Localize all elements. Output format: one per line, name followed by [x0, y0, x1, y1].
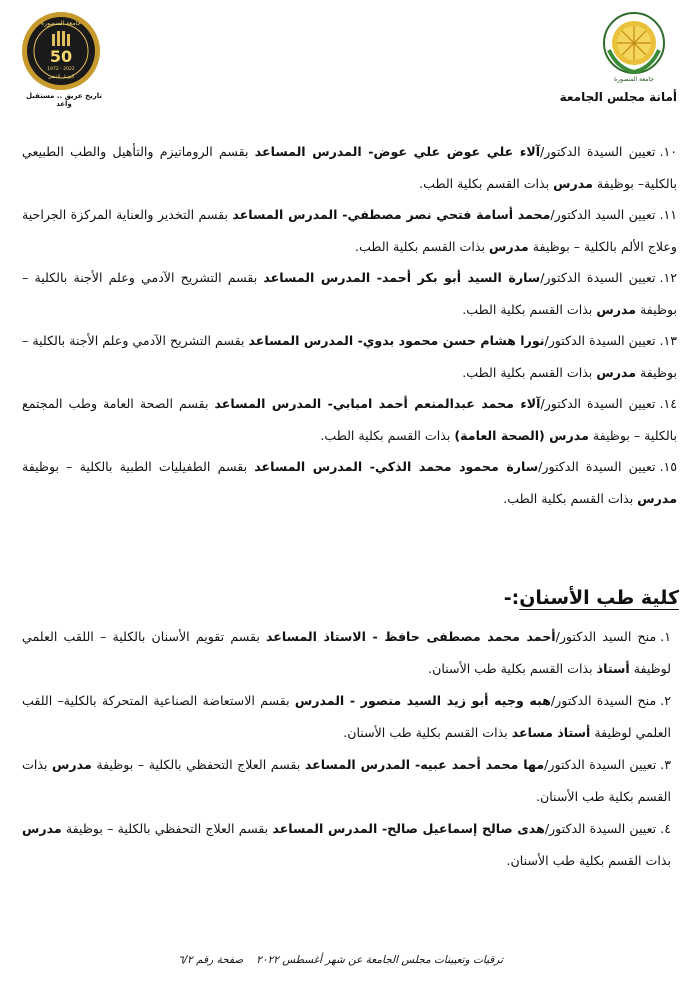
item-text-bold: - المدرس المساعد [254, 459, 375, 474]
svg-text:اليوبيل الذهبي: اليوبيل الذهبي [47, 75, 75, 80]
medicine-appointments-list [22, 136, 677, 514]
item-text-bold: هدى صالح إسماعيل صالح [387, 821, 545, 836]
item-text-bold: مدرس [22, 821, 62, 836]
item-text-bold: أحمد محمد مصطفى حافظ [384, 629, 556, 644]
jubilee-slogan: تاريخ عريق .. مستقبل واعد [25, 92, 103, 108]
item-text: بذات القسم بكلية طب الأسنان. [428, 661, 597, 676]
item-text: بقسم العلاج التحفظي بالكلية – بوظيفة [91, 757, 305, 772]
item-text-bold: - المدرس المساعد [214, 396, 333, 411]
item-text-bold: - المدرس المساعد [304, 757, 421, 772]
item-text-bold: - المدرس [294, 693, 361, 708]
item-text: بذات القسم بكلية الطب. [462, 364, 597, 380]
list-item [22, 813, 671, 877]
item-text-bold: آلاء محمد عبدالمنعم أحمد امبابي [332, 396, 541, 411]
item-number: ٢. [660, 693, 671, 708]
item-number: ١٤. [659, 396, 677, 411]
item-text: بذات القسم بكلية الطب. [355, 238, 490, 254]
item-text: بقسم التشريح الآدمي وعلم الأجنة بالكلية – بوظيفة [22, 270, 677, 317]
dentistry-appointments-list [22, 621, 671, 877]
item-text: تعيين السيدة الدكتور/ [540, 396, 656, 411]
item-text: بقسم الاستعاضة الصناعية المتحركة بالكلية– اللقب العلمي لوظيفة [22, 693, 671, 740]
svg-text:50: 50 [49, 47, 73, 66]
item-text-bold: هبه وجيه أبو زيد السيد منصور [360, 693, 551, 708]
item-number: ١١. [659, 207, 677, 222]
list-item [22, 136, 677, 199]
item-text-bold: مها محمد أحمد عبيه [420, 757, 545, 772]
item-text-bold: نورا هشام حسن محمود بدوي [362, 333, 545, 348]
item-number: ١٠. [659, 144, 677, 159]
item-text: بذات القسم بكلية طب الأسنان. [506, 853, 671, 868]
item-text: بذات القسم بكلية طب الأسنان. [343, 725, 512, 740]
item-text: بقسم التخدير والعناية المركزة الجراحية وعلاج الألم بالكلية – بوظيفة [22, 207, 677, 254]
item-number: ١. [660, 629, 672, 644]
svg-text:جامعة المنصورة: جامعة المنصورة [41, 20, 81, 27]
golden-jubilee-logo [20, 10, 102, 92]
item-number: ٣. [660, 757, 671, 772]
item-text-bold: مدرس [489, 238, 529, 254]
list-item [22, 621, 671, 685]
item-text-bold: سارة السيد أبو بكر أحمد [382, 270, 541, 285]
footer-caption: ترقيات وتعيينات مجلس الجامعة عن شهر أغسطس ٢٠٢٢ [256, 954, 503, 966]
item-text-bold: محمد أسامة فتحي نصر مصطفي [347, 207, 551, 222]
item-text-bold: - المدرس المساعد [254, 144, 374, 159]
item-text: تعيين السيد الدكتور/ [550, 207, 656, 222]
list-item [22, 388, 677, 451]
item-text-bold: مدرس [596, 364, 637, 380]
item-text: تعيين السيدة الدكتور/ [540, 270, 656, 285]
page-number: صفحة رقم ٦/٢ [178, 954, 244, 966]
item-text: بقسم الروماتيزم والتأهيل والطب الطبيعي بالكلية– بوظيفة [22, 144, 677, 191]
list-item [22, 262, 677, 325]
item-text-bold: - الاستاذ المساعد [266, 629, 385, 644]
item-text: بقسم العلاج التحفظي بالكلية – بوظيفة [61, 821, 273, 836]
university-logo [597, 10, 671, 84]
item-text-bold: - المدرس المساعد [248, 333, 363, 348]
item-text: تعيين السيدة الدكتور/ [540, 144, 656, 159]
office-title: أمانة مجلس الجامعة [559, 90, 677, 104]
item-text: بقسم تقويم الأسنان بالكلية – اللقب العلمي لوظيفة [22, 629, 671, 676]
item-text-bold: أستاذ مساعد [511, 725, 591, 740]
svg-text:جامعة المنصورة: جامعة المنصورة [614, 76, 654, 83]
item-text-bold: - المدرس المساعد [232, 207, 348, 222]
item-text: تعيين السيدة الدكتور/ [538, 459, 656, 474]
item-text: بقسم الطفيليات الطبية بالكلية – بوظيفة [22, 459, 255, 474]
svg-text:1972 - 2022: 1972 - 2022 [47, 67, 75, 72]
list-item [22, 199, 677, 262]
item-text-bold: أستاذ [596, 661, 630, 676]
item-text: منح السيدة الدكتور/ [550, 693, 657, 708]
item-number: ١٥. [659, 459, 677, 474]
item-text: بذات القسم بكلية الطب. [320, 427, 455, 443]
list-item [22, 451, 677, 514]
item-text: بذات القسم بكلية طب الأسنان. [22, 757, 671, 804]
item-text: منح السيد الدكتور/ [555, 629, 657, 644]
item-number: ٤. [660, 821, 671, 836]
dentistry-section-title [504, 587, 679, 609]
item-text: بذات القسم بكلية الطب. [419, 175, 554, 191]
dentistry-title-text: كلية طب الأسنان [519, 587, 679, 609]
item-text: تعيين السيدة الدكتور/ [544, 757, 657, 772]
item-text: بقسم الصحة العامة وطب المجتمع بالكلية – بوظيفة [22, 396, 677, 443]
item-text-bold: مدرس [553, 175, 593, 191]
list-item [22, 749, 671, 813]
list-item [22, 325, 677, 388]
item-number: ١٢. [659, 270, 677, 285]
list-item [22, 685, 671, 749]
item-text: بذات القسم بكلية الطب. [462, 301, 597, 317]
item-text: تعيين السيدة الدكتور/ [544, 821, 657, 836]
item-text-bold: - المدرس المساعد [263, 270, 383, 285]
item-text: بقسم التشريح الآدمي وعلم الأجنة بالكلية – بوظيفة [22, 333, 677, 380]
item-text-bold: آلاء علي عوض علي عوض [373, 144, 541, 159]
dentistry-title-suffix: :- [503, 587, 520, 609]
item-text: بذات القسم بكلية الطب. [503, 490, 638, 506]
item-number: ١٣. [659, 333, 677, 348]
item-text-bold: سارة محمود محمد الذكي [374, 459, 539, 474]
item-text-bold: مدرس [596, 301, 637, 317]
item-text: تعيين السيدة الدكتور/ [544, 333, 656, 348]
item-text-bold: مدرس [637, 490, 677, 506]
item-text-bold: مدرس [52, 757, 92, 772]
item-text-bold: مدرس (الصحة العامة) [454, 427, 589, 443]
item-text-bold: - المدرس المساعد [272, 821, 388, 836]
